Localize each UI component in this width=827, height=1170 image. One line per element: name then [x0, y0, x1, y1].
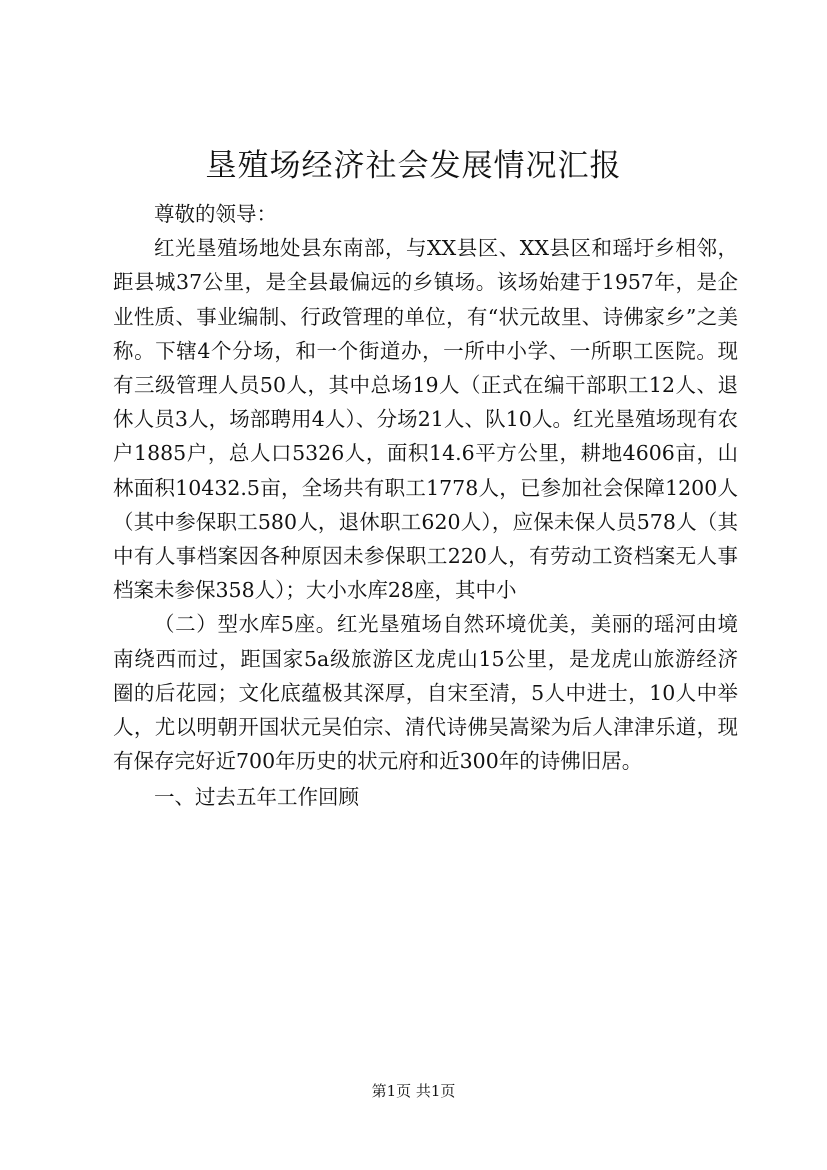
document-body	[113, 197, 738, 815]
page-number-footer: 第1页 共1页	[371, 1082, 456, 1100]
section-heading: 一、过去五年工作回顾	[154, 785, 359, 810]
paragraph-environment: （二）型水库5座。红光垦殖场自然环境优美，美丽的瑶河由境南绕西而过，距国家5a级旅游区龙虎山15公里，是龙虎山旅游经济圈的后花园；文化底蕴极其深厚，自宋至清，5人中进士，10人中举人，尤以明朝开国状元吴伯宗、清代诗佛吴嵩梁为后人津津乐道，现有保存完好近700年历史的状元府和近300年的诗佛旧居。	[113, 612, 738, 774]
document-title: 垦殖场经济社会发展情况汇报	[205, 148, 622, 184]
paragraph-overview: 红光垦殖场地处县东南部，与XX县区、XX县区和瑶圩乡相邻，距县城37公里，是全县最偏远的乡镇场。该场始建于1957年，是企业性质、事业编制、行政管理的单位，有“状元故里、诗佛家乡”之美称。下辖4个分场，和一个街道办，一所中小学、一所职工医院。现有三级管理人员50人，其中总场19人（正式在编干部职工12人、退休人员3人，场部聘用4人）、分场21人、队10人。红光垦殖场现有农户1885户，总人口5326人，面积14.6平方公里，耕地4606亩，山林面积10432.5亩，全场共有职工1778人，已参加社会保障1200人（其中参保职工580人，退休职工620人），应保未保人员578人（其中有人事档案因各种原因未参保职工220人，有劳动工资档案无人事档案未参保358人）；大小水库28座，其中小	[113, 236, 738, 603]
salutation: 尊敬的领导：	[154, 202, 277, 226]
